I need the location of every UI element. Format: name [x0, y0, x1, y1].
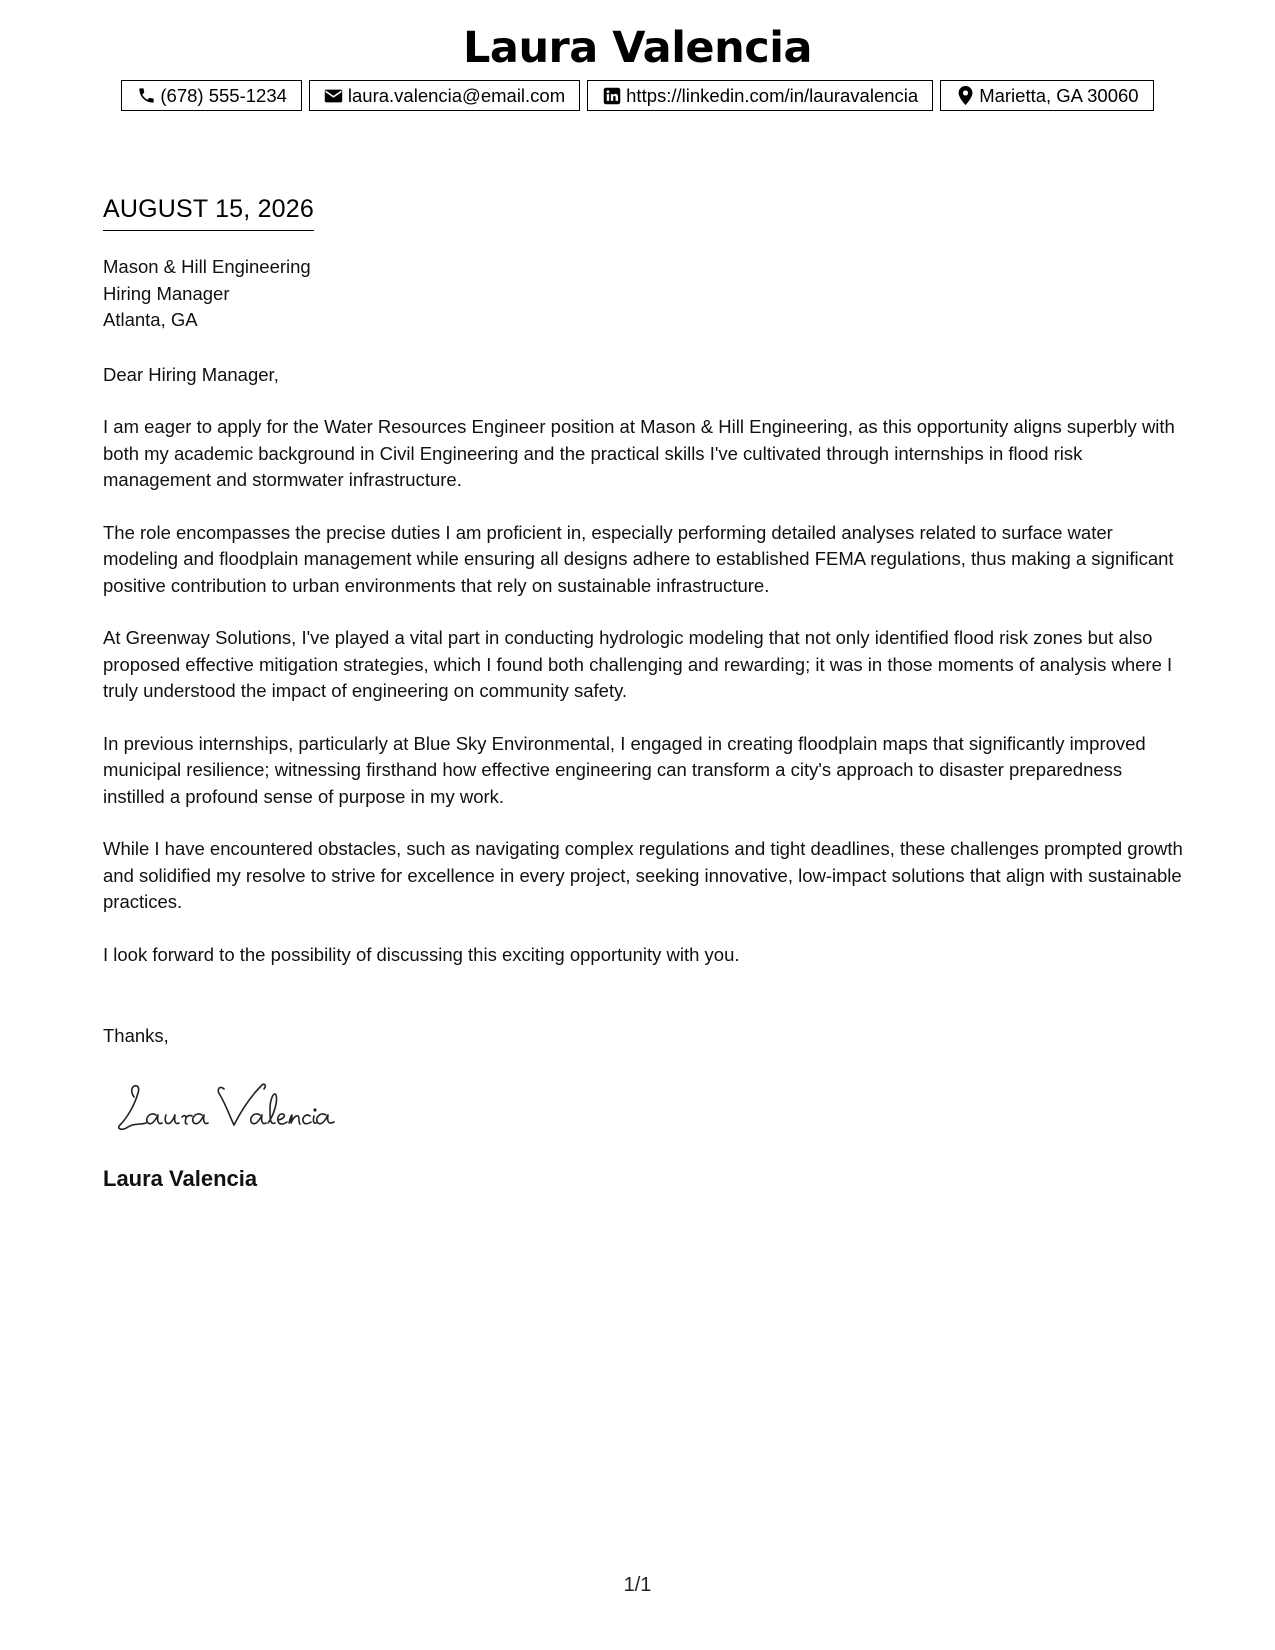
handwritten-signature: [112, 1075, 352, 1135]
letter-date: AUGUST 15, 2026: [103, 195, 314, 231]
recipient-company: Mason & Hill Engineering: [103, 256, 311, 277]
map-pin-icon: [955, 86, 975, 106]
contact-email: [309, 80, 580, 111]
email-text: laura.valencia@email.com: [347, 84, 566, 106]
recipient-location: Atlanta, GA: [103, 309, 198, 330]
signer-name: Laura Valencia: [103, 1166, 258, 1191]
salutation: Dear Hiring Manager,: [103, 364, 279, 385]
body-paragraph: I look forward to the possibility of discussing this exciting opportunity with you.: [103, 943, 740, 965]
location-text: Marietta, GA 30060: [979, 84, 1139, 106]
recipient-block: [103, 254, 311, 334]
closing: Thanks,: [103, 1025, 169, 1046]
applicant-name-heading: Laura Valencia: [463, 23, 812, 73]
body-paragraph: In previous internships, particularly at Blue Sky Environmental, I engaged in creating floodplain maps that significantly improved municipal resilience; witnessing firsthand how effective engineering can transform a city's approach to disaster preparedness instilled a profound sense of purpose in my work.: [103, 732, 1146, 807]
contact-info-row: [0, 80, 1275, 111]
contact-phone: [121, 80, 302, 111]
recipient-title: Hiring Manager: [103, 282, 230, 304]
envelope-icon: [324, 86, 344, 106]
body-paragraph: While I have encountered obstacles, such as navigating complex regulations and tight deadlines, these challenges prompted growth and solidified my resolve to strive for excellence in every project, seeking innovative, low-impact solutions that align with sustainable practices.: [103, 838, 1183, 912]
linkedin-text: https://linkedin.com/in/lauravalencia: [626, 84, 919, 106]
linkedin-icon: [602, 86, 622, 106]
letter-body: [103, 414, 1183, 994]
phone-icon: [136, 86, 156, 106]
phone-text: (678) 555-1234: [160, 84, 287, 106]
body-paragraph: At Greenway Solutions, I've played a vital part in conducting hydrologic modeling that not only identified flood risk zones but also proposed effective mitigation strategies, which I found both challenging and rewarding; it was in those moments of analysis where I truly understood the impact of engineering on community safety.: [103, 627, 1173, 701]
contact-linkedin: [587, 80, 933, 111]
page-number: 1/1: [623, 1574, 652, 1596]
contact-location: [940, 80, 1153, 111]
body-paragraph: I am eager to apply for the Water Resources Engineer position at Mason & Hill Engineering, as this opportunity aligns superbly with both my academic background in Civil Engineering and the practical skills I've cultivated through internships in flood risk management and stormwater infrastructure.: [103, 416, 1175, 490]
body-paragraph: The role encompasses the precise duties I am proficient in, especially performing detailed analyses related to surface water modeling and floodplain management while ensuring all designs adhere to established FEMA regulations, thus making a significant positive contribution to urban environments that rely on sustainable infrastructure.: [103, 521, 1174, 596]
